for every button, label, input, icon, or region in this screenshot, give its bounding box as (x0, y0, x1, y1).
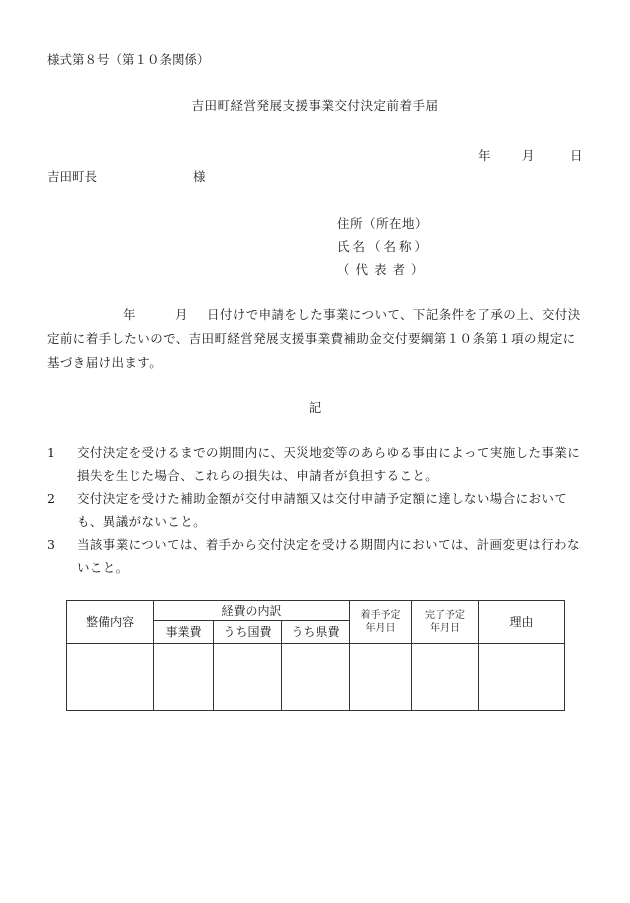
header-start-line1: 着手予定 (360, 610, 401, 621)
date-day: 日 (570, 148, 583, 163)
cell-finish-date[interactable] (412, 644, 479, 711)
date-month: 月 (522, 148, 535, 163)
date-year: 年 (478, 148, 491, 163)
notification-body (47, 303, 583, 375)
header-reason: 理由 (479, 601, 565, 644)
header-finish-line2: 年月日 (430, 623, 460, 634)
cell-equipment[interactable] (67, 644, 154, 711)
applicant-representative-label: （代表者） (337, 262, 430, 277)
header-start-line2: 年月日 (365, 623, 396, 634)
cell-reason[interactable] (479, 644, 565, 711)
form-number: 様式第８号（第１０条関係） (47, 52, 210, 67)
condition-number: 2 (47, 491, 56, 506)
header-national: うち国費 (214, 621, 282, 644)
condition-item (47, 533, 587, 579)
header-prefectural: うち県費 (282, 621, 350, 644)
cell-start-date[interactable] (350, 644, 412, 711)
header-project-cost: 事業費 (154, 621, 214, 644)
header-breakdown: 経費の内訳 (154, 601, 350, 621)
condition-number: 1 (47, 445, 56, 460)
applicant-address-label: 住所（所在地） (337, 216, 429, 231)
condition-number: 3 (47, 537, 56, 552)
addressee-honorific: 様 (193, 169, 206, 184)
ki-heading: 記 (308, 400, 322, 415)
cell-project-cost[interactable] (154, 644, 214, 711)
body-text: 日付けで申請をした事業について、下記条件を了承の上、交付決定前に着手したいので、吉田町経営発展支援事業費補助金交付要綱第１０条第１項の規定に基づき届け出ます。 (47, 307, 581, 370)
schedule-table (66, 600, 565, 711)
cell-prefectural[interactable] (282, 644, 350, 711)
body-month: 月 (175, 307, 188, 322)
addressee-name: 吉田町長 (47, 169, 98, 184)
applicant-name-label: 氏名（名称） (337, 239, 431, 254)
condition-text: 当該事業については、着手から交付決定を受ける期間内においては、計画変更は行わないこと。 (77, 537, 580, 575)
date-line (478, 146, 583, 164)
body-year: 年 (123, 307, 136, 322)
condition-item (47, 441, 587, 487)
header-finish-date (412, 601, 479, 644)
addressee (47, 167, 206, 185)
cell-national[interactable] (214, 644, 282, 711)
condition-item (47, 487, 587, 533)
condition-text: 交付決定を受けた補助金額が交付申請額又は交付申請予定額に達しない場合においても、異議がないこと。 (77, 491, 568, 529)
conditions-list (47, 441, 587, 579)
header-start-date (350, 601, 412, 644)
condition-text: 交付決定を受けるまでの期間内に、天災地変等のあらゆる事由によって実施した事業に損失を生じた場合、これらの損失は、申請者が負担すること。 (77, 445, 581, 483)
document-title: 吉田町経営発展支援事業交付決定前着手届 (191, 98, 439, 113)
header-finish-line1: 完了予定 (425, 610, 465, 621)
header-equipment: 整備内容 (67, 601, 154, 644)
table-row (67, 644, 565, 711)
